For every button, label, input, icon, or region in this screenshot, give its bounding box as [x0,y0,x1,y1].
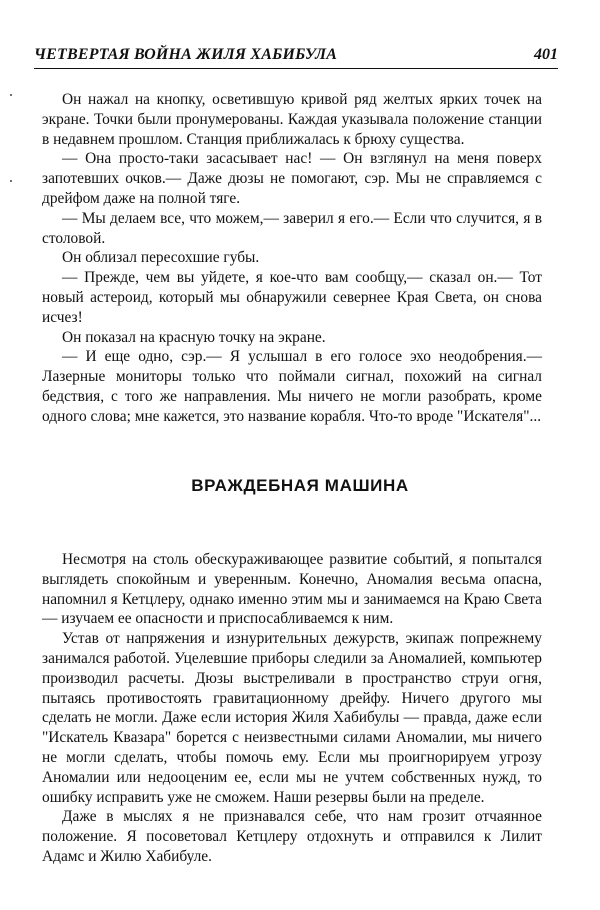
paragraph: Несмотря на столь обескураживающее развитие событий, я попытался выглядеть спокойным и уверенным. Конечно, Аномалия весьма опасна, напомнил я Кетцлеру, однако именно этим мы и занимаемся на Краю Света — изучаем ее опасности и приспосабливаемся к ним. [42,551,542,628]
body-text-section-2 [42,550,542,867]
margin-speck [10,94,12,96]
paragraph: — Прежде, чем вы уйдете, я кое-что вам сообщу,— сказал он.— Тот новый астероид, который мы обнаружили севернее Края Света, он снова исчез! [42,269,542,326]
page-number: 401 [534,46,558,63]
paragraph: Он нажал на кнопку, осветившую кривой ряд желтых ярких точек на экране. Точки были пронумерованы. Каждая указывала положение станции в недавнем прошлом. Станция приближалась к брюху существа. [42,91,542,148]
running-title: ЧЕТВЕРТАЯ ВОЙНА ЖИЛЯ ХАБИБУЛА [34,46,338,63]
paragraph: Он показал на красную точку на экране. [62,328,326,346]
margin-speck [10,180,12,182]
paragraph: Он облизал пересохшие губы. [62,249,260,267]
paragraph: — И еще одно, сэр.— Я услышал в его голосе эхо неодобрения.— Лазерные мониторы только что поймали сигнал, похожий на сигнал бедствия, с того же направления. Мы ничего не могли разобрать, кроме одного слова; мне кажется, это название корабля. Что-то вроде "Искателя"... [42,348,542,425]
body-text-section-1 [42,90,542,427]
running-header [34,44,558,69]
chapter-title: ВРАЖДЕБНАЯ МАШИНА [191,476,409,495]
paragraph: Устав от напряжения и изнурительных дежурств, экипаж попрежнему занимался работой. Уцелевшие приборы следили за Аномалией, компьютер производил расчеты. Дюзы выстреливали в пространство струи огня, пытаясь противостоять гравитационному дрейфу. Ничего другого мы сделать не могли. Даже если история Жиля Хабибулы — правда, даже если "Искатель Квазара" борется с неизвестными силами Аномалии, мы ничего не могли сделать, чтобы помочь ему. Если мы проигнорируем угрозу Аномалии или недооценим ее, если мы не учтем собственных нужд, то ошибку исправить уже не сможем. Наши резервы были на пределе. [42,630,542,806]
paragraph: — Она просто-таки засасывает нас! — Он взглянул на меня поверх запотевших очков.— Даже дюзы не помогают, сэр. Мы не справляемся с дрейфом даже на полной тяге. [42,150,542,207]
paragraph: — Мы делаем все, что можем,— заверил я его.— Если что случится, я в столовой. [42,209,542,247]
paragraph: Даже в мыслях я не признавался себе, что нам грозит отчаянное положение. Я посоветовал Кетцлеру отдохнуть и отправился к Лилит Адамс и Жилю Хабибуле. [42,808,542,865]
